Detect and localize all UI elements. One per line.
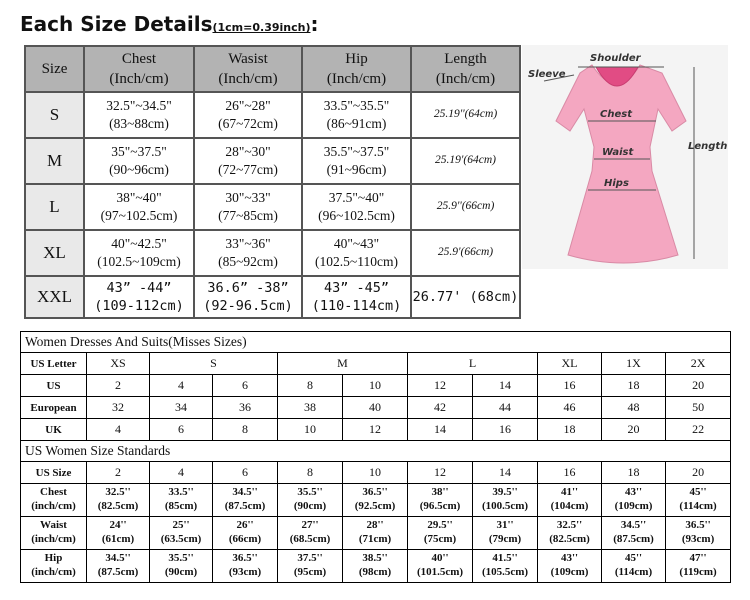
chest-cell: 34.5'' (87.5cm) (213, 484, 278, 517)
hip-cell: 45'' (114cm) (602, 550, 666, 583)
std-size-cell: 12 (408, 462, 473, 484)
chest-cell: 38'' (96.5cm) (408, 484, 473, 517)
dress-illustration (522, 45, 728, 269)
table-row (25, 230, 520, 276)
std-size-cell: 6 (213, 462, 278, 484)
size-label: L (25, 184, 84, 230)
chest-value: 38"~40" (97~102.5cm) (84, 184, 194, 230)
title-colon: : (310, 12, 319, 36)
chest-cell: 45'' (114cm) (666, 484, 731, 517)
us-size-cell: 20 (666, 375, 731, 397)
table-row (21, 353, 731, 375)
label-sleeve: Sleeve (528, 69, 566, 80)
hip-cell: 36.5'' (93cm) (213, 550, 278, 583)
chest-value: 32.5"~34.5" (83~88cm) (84, 92, 194, 138)
waist-value: 30"~33" (77~85cm) (194, 184, 302, 230)
hip-value: 43” -45” (110-114cm) (302, 276, 411, 318)
hip-cell: 37.5'' (95cm) (278, 550, 343, 583)
table-row (21, 484, 731, 517)
size-table-header (25, 46, 520, 92)
size-details-table (24, 45, 521, 319)
std-size-cell: 20 (666, 462, 731, 484)
letter-cell: XL (538, 353, 602, 375)
standards-title: US Women Size Standards (21, 441, 731, 462)
chest-cell: 39.5'' (100.5cm) (473, 484, 538, 517)
chest-cell: 36.5'' (92.5cm) (343, 484, 408, 517)
eu-size-cell: 42 (408, 397, 473, 419)
hip-label: Hip (inch/cm) (21, 550, 87, 583)
std-size-cell: 8 (278, 462, 343, 484)
uk-size-cell: 4 (87, 419, 150, 441)
eu-size-cell: 44 (473, 397, 538, 419)
title-conversion: (1cm=0.39inch) (212, 21, 311, 34)
us-size-cell: 4 (150, 375, 213, 397)
hip-cell: 47'' (119cm) (666, 550, 731, 583)
european-label: European (21, 397, 87, 419)
waist-value: 36.6” -38” (92-96.5cm) (194, 276, 302, 318)
letter-cell: XS (87, 353, 150, 375)
eu-size-cell: 38 (278, 397, 343, 419)
uk-size-cell: 16 (473, 419, 538, 441)
uk-size-cell: 6 (150, 419, 213, 441)
size-label: XXL (25, 276, 84, 318)
std-size-cell: 4 (150, 462, 213, 484)
std-size-cell: 16 (538, 462, 602, 484)
length-value: 25.19'(64cm) (411, 138, 520, 184)
table-row (25, 138, 520, 184)
chest-cell: 33.5'' (85cm) (150, 484, 213, 517)
uk-size-cell: 18 (538, 419, 602, 441)
size-label: XL (25, 230, 84, 276)
hip-value: 33.5"~35.5" (86~91cm) (302, 92, 411, 138)
us-label: US (21, 375, 87, 397)
chest-cell: 43'' (109cm) (602, 484, 666, 517)
eu-size-cell: 48 (602, 397, 666, 419)
eu-size-cell: 36 (213, 397, 278, 419)
us-letter-label: US Letter (21, 353, 87, 375)
waist-cell: 28'' (71cm) (343, 517, 408, 550)
chest-value: 35"~37.5" (90~96cm) (84, 138, 194, 184)
waist-cell: 36.5'' (93cm) (666, 517, 731, 550)
label-chest: Chest (600, 109, 632, 120)
uk-size-cell: 22 (666, 419, 731, 441)
table-row (21, 375, 731, 397)
eu-size-cell: 50 (666, 397, 731, 419)
hip-cell: 41.5'' (105.5cm) (473, 550, 538, 583)
misses-sizes-table (20, 331, 731, 583)
us-size-cell: 10 (343, 375, 408, 397)
letter-cell: 2X (666, 353, 731, 375)
hip-cell: 40'' (101.5cm) (408, 550, 473, 583)
length-value: 25.19''(64cm) (411, 92, 520, 138)
hip-value: 37.5"~40" (96~102.5cm) (302, 184, 411, 230)
us-size-cell: 16 (538, 375, 602, 397)
us-size-cell: 8 (278, 375, 343, 397)
table-row (25, 276, 520, 318)
table-row (21, 550, 731, 583)
chest-cell: 35.5'' (90cm) (278, 484, 343, 517)
title-main: Each Size Details (20, 12, 213, 36)
hip-cell: 38.5'' (98cm) (343, 550, 408, 583)
header-size: Size (25, 46, 84, 92)
std-size-cell: 14 (473, 462, 538, 484)
table-row (21, 517, 731, 550)
std-size-cell: 2 (87, 462, 150, 484)
uk-label: UK (21, 419, 87, 441)
table-row (25, 184, 520, 230)
waist-value: 26"~28" (67~72cm) (194, 92, 302, 138)
header-length: Length (Inch/cm) (411, 46, 520, 92)
us-size-label: US Size (21, 462, 87, 484)
label-length: Length (688, 141, 728, 152)
hip-cell: 35.5'' (90cm) (150, 550, 213, 583)
waist-cell: 27'' (68.5cm) (278, 517, 343, 550)
header-hip: Hip (Inch/cm) (302, 46, 411, 92)
table-row (25, 92, 520, 138)
eu-size-cell: 40 (343, 397, 408, 419)
table-row (21, 462, 731, 484)
size-label: M (25, 138, 84, 184)
page-title (20, 12, 319, 36)
waist-cell: 34.5'' (87.5cm) (602, 517, 666, 550)
waist-cell: 32.5'' (82.5cm) (538, 517, 602, 550)
chest-cell: 41'' (104cm) (538, 484, 602, 517)
label-waist: Waist (602, 147, 634, 158)
label-hips: Hips (604, 178, 629, 189)
hip-cell: 43'' (109cm) (538, 550, 602, 583)
misses-title: Women Dresses And Suits(Misses Sizes) (21, 332, 731, 353)
us-size-cell: 18 (602, 375, 666, 397)
length-value: 25.9''(66cm) (411, 184, 520, 230)
waist-cell: 26'' (66cm) (213, 517, 278, 550)
waist-value: 33"~36" (85~92cm) (194, 230, 302, 276)
waist-label: Waist (inch/cm) (21, 517, 87, 550)
waist-cell: 25'' (63.5cm) (150, 517, 213, 550)
header-waist: Wasist (Inch/cm) (194, 46, 302, 92)
waist-cell: 29.5'' (75cm) (408, 517, 473, 550)
uk-size-cell: 20 (602, 419, 666, 441)
uk-size-cell: 10 (278, 419, 343, 441)
size-standards-section (20, 331, 730, 583)
chest-cell: 32.5'' (82.5cm) (87, 484, 150, 517)
length-value: 25.9'(66cm) (411, 230, 520, 276)
length-value: 26.77' (68cm) (411, 276, 520, 318)
hip-value: 35.5"~37.5" (91~96cm) (302, 138, 411, 184)
letter-cell: M (278, 353, 408, 375)
us-size-cell: 14 (473, 375, 538, 397)
hip-cell: 34.5'' (87.5cm) (87, 550, 150, 583)
waist-cell: 24'' (61cm) (87, 517, 150, 550)
chest-label: Chest (inch/cm) (21, 484, 87, 517)
us-size-cell: 2 (87, 375, 150, 397)
hip-value: 40"~43" (102.5~110cm) (302, 230, 411, 276)
chest-value: 40"~42.5" (102.5~109cm) (84, 230, 194, 276)
size-label: S (25, 92, 84, 138)
eu-size-cell: 34 (150, 397, 213, 419)
eu-size-cell: 32 (87, 397, 150, 419)
chest-value: 43” -44” (109-112cm) (84, 276, 194, 318)
letter-cell: L (408, 353, 538, 375)
header-chest: Chest (Inch/cm) (84, 46, 194, 92)
waist-cell: 31'' (79cm) (473, 517, 538, 550)
std-size-cell: 10 (343, 462, 408, 484)
eu-size-cell: 46 (538, 397, 602, 419)
us-size-cell: 12 (408, 375, 473, 397)
uk-size-cell: 14 (408, 419, 473, 441)
std-size-cell: 18 (602, 462, 666, 484)
waist-value: 28"~30" (72~77cm) (194, 138, 302, 184)
table-row (21, 419, 731, 441)
us-size-cell: 6 (213, 375, 278, 397)
table-row (21, 397, 731, 419)
dress-svg (522, 45, 728, 269)
label-shoulder: Shoulder (590, 53, 641, 64)
uk-size-cell: 12 (343, 419, 408, 441)
letter-cell: S (150, 353, 278, 375)
uk-size-cell: 8 (213, 419, 278, 441)
letter-cell: 1X (602, 353, 666, 375)
